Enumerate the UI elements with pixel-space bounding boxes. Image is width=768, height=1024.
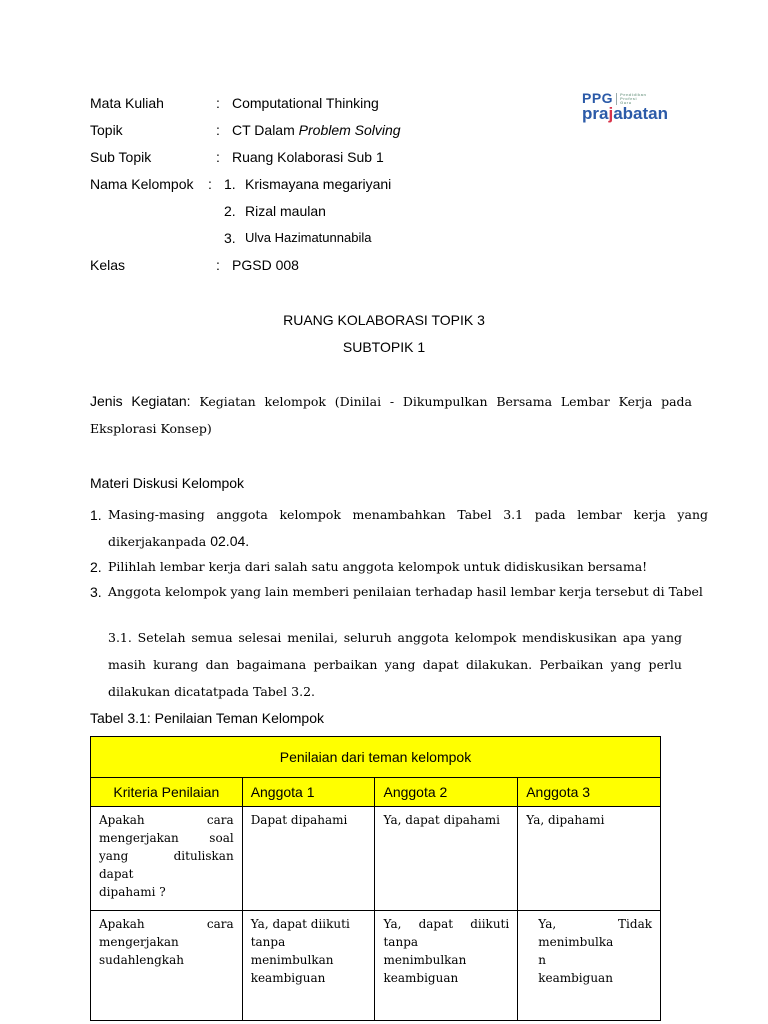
list-item [90, 583, 708, 601]
activity-type [90, 388, 692, 442]
sub-item-text: Setelah semua selesai menilai, seluruh anggota kelompok mendiskusikan apa yang masih kurang dan bagaimana perbaikan yang dapat dilakukan. Perbaikan yang perlu dilakukan dicatatpada Tabel 3.2. [108, 630, 682, 699]
criteria-line: sudahlengkah [99, 953, 184, 967]
table-row [91, 807, 661, 911]
anggota-1-cell [242, 911, 375, 1021]
cell-line: n [538, 953, 546, 967]
cell-line: tanpa [383, 935, 419, 949]
cell-line: keambiguan [250, 971, 326, 985]
member-name: Ulva Hazimatunnabila [245, 230, 372, 245]
list-text: Anggota kelompok yang lain memberi penilaian terhadap hasil lembar kerja tersebut di Tabel [108, 584, 703, 599]
ppg-prajabatan-logo [582, 90, 682, 128]
criteria-line: dipahami ? [99, 885, 166, 899]
criteria-line: mengerjakan [99, 935, 179, 949]
info-value-italic: Problem Solving [298, 122, 401, 138]
cell-line: Ya, dapat diikuti [250, 917, 350, 931]
assessment-table [90, 736, 661, 1021]
activity-type-label: Jenis Kegiatan: [90, 393, 191, 409]
info-value-prefix: CT Dalam [232, 122, 299, 138]
table-title: Penilaian dari teman kelompok [91, 737, 661, 778]
list-text-main: Masing-masing anggota kelompok menambahkan Tabel 3.1 pada lembar kerja yang dikerjakanpada [108, 507, 708, 549]
info-colon: : [216, 149, 220, 165]
criteria-line: Apakah cara [99, 813, 234, 827]
discussion-list [90, 502, 708, 601]
info-value: Computational Thinking [232, 95, 379, 111]
document-title: RUANG KOLABORASI TOPIK 3 [283, 312, 485, 328]
column-header-anggota-3: Anggota 3 [518, 778, 661, 807]
info-label: Kelas [90, 257, 126, 273]
logo-tiny-text: Pendidikan Profesi Guru [620, 92, 647, 106]
info-value: Ruang Kolaborasi Sub 1 [232, 149, 384, 165]
info-value [232, 119, 401, 141]
cell-line: tanpa [250, 935, 286, 949]
table-row [91, 911, 661, 1021]
cell-line: keambiguan [383, 971, 459, 985]
anggota-2-cell [375, 911, 518, 1021]
anggota-3-cell: Ya, dipahami [518, 807, 661, 911]
criteria-line: dapat [99, 867, 134, 881]
member-number: 1. [224, 176, 236, 192]
list-item [90, 556, 708, 583]
anggota-3-cell [518, 911, 661, 1021]
list-text: Pilihlah lembar kerja dari salah satu anggota kelompok untuk didiskusikan bersama! [108, 559, 648, 574]
criteria-line: yang dituliskan [99, 849, 234, 863]
discussion-heading: Materi Diskusi Kelompok [90, 475, 245, 491]
member-name: Krismayana megariyani [245, 176, 392, 192]
criteria-cell [91, 911, 243, 1021]
list-number: 1. [90, 507, 102, 523]
info-colon: : [216, 95, 220, 111]
column-header-anggota-2: Anggota 2 [375, 778, 518, 807]
info-label: Nama Kelompok [90, 176, 194, 192]
criteria-line: Apakah cara [99, 917, 234, 931]
member-name: Rizal maulan [245, 203, 326, 219]
criteria-cell [91, 807, 243, 911]
list-item [90, 502, 708, 556]
anggota-2-cell: Ya, dapat dipahami [375, 807, 518, 911]
info-colon: : [208, 176, 212, 192]
cell-line: Ya, Tidak [538, 917, 652, 931]
sub-item-3-1 [108, 624, 682, 705]
logo-text-b: abatan [613, 104, 668, 123]
sub-item-number: 3.1. [108, 630, 132, 645]
info-label: Mata Kuliah [90, 95, 164, 111]
member-number: 3. [224, 230, 236, 246]
cell-line: keambiguan [538, 971, 613, 985]
activity-type-text: Kegiatan kelompok (Dinilai - Dikumpulkan Bersama Lembar Kerja pada Eksplorasi Konsep) [90, 394, 692, 436]
anggota-1-cell: Dapat dipahami [242, 807, 375, 911]
list-text-date: 02.04. [210, 533, 250, 549]
list-text [108, 502, 708, 555]
list-number: 3. [90, 584, 102, 600]
info-colon: : [216, 257, 220, 273]
criteria-line: mengerjakan soal [99, 831, 234, 845]
logo-text-a: pra [582, 104, 609, 123]
table-caption: Tabel 3.1: Penilaian Teman Kelompok [90, 710, 325, 726]
column-header-anggota-1: Anggota 1 [242, 778, 375, 807]
info-colon: : [216, 122, 220, 138]
list-number: 2. [90, 559, 102, 575]
info-value: PGSD 008 [232, 257, 299, 273]
cell-line: menimbulkan [250, 953, 334, 967]
column-header-criteria: Kriteria Penilaian [91, 778, 243, 807]
document-subtitle: SUBTOPIK 1 [342, 339, 426, 355]
logo-ppg-text: PPG [582, 90, 614, 106]
member-number: 2. [224, 203, 236, 219]
cell-line: menimbulka [538, 935, 614, 949]
logo-bottom [582, 104, 682, 124]
cell-line: menimbulkan [383, 953, 467, 967]
logo-text-accent: j [608, 104, 614, 123]
info-label: Topik [90, 122, 123, 138]
info-label: Sub Topik [90, 149, 152, 165]
cell-line: Ya, dapat diikuti [383, 917, 510, 931]
